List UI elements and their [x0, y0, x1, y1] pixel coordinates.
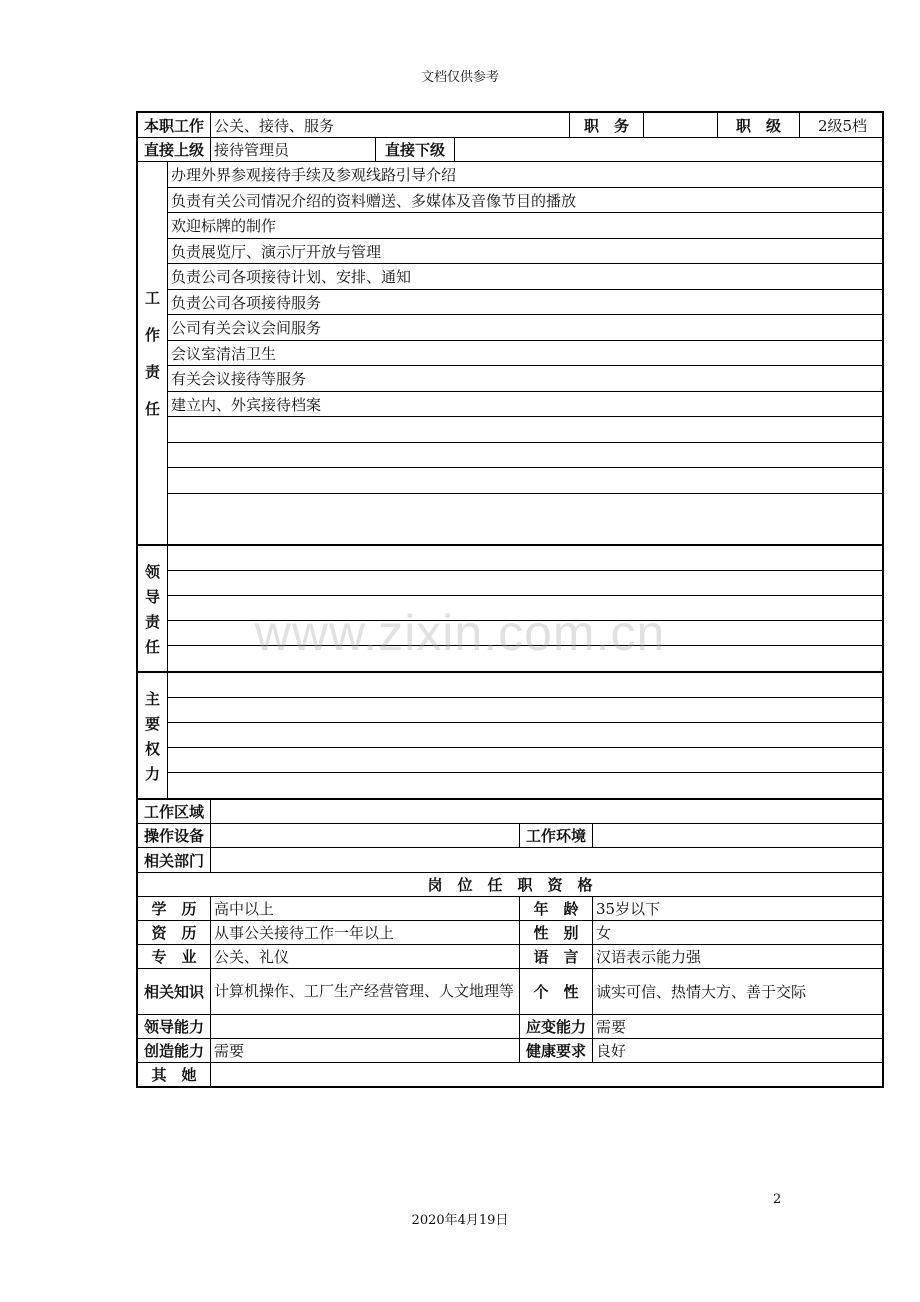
power-item — [168, 773, 882, 798]
powers-label-char: 权 — [144, 739, 160, 758]
qual-label: 专 业 — [138, 945, 211, 968]
row-other — [138, 1063, 882, 1086]
power-item — [168, 673, 882, 698]
leadership-item — [168, 596, 882, 621]
label-other: 其 她 — [138, 1063, 211, 1086]
powers-section — [138, 673, 882, 800]
qual-label: 相关知识 — [138, 969, 211, 1014]
powers-label-char: 主 — [144, 689, 160, 708]
leadership-item — [168, 646, 882, 671]
other-value — [211, 1063, 882, 1086]
power-item — [168, 723, 882, 748]
label-subordinate: 直接下级 — [376, 138, 455, 161]
row-main-work — [138, 113, 882, 138]
qual-value2: 汉语表示能力强 — [596, 948, 702, 966]
position-value — [644, 113, 718, 137]
duty-item: 有关会议接待等服务 — [168, 366, 882, 392]
footer-date: 2020年4月19日 — [411, 1213, 509, 1228]
label-grade: 职 级 — [718, 113, 800, 137]
row-qualifications-title — [138, 873, 882, 897]
duty-item: 公司有关会议会间服务 — [168, 315, 882, 341]
work-environment-value — [593, 824, 882, 847]
label-work-environment: 工作环境 — [520, 824, 593, 847]
page-number: 2 — [773, 1192, 782, 1207]
qualification-row — [138, 945, 882, 969]
powers-label-char: 要 — [144, 714, 160, 733]
duty-item: 负责公司各项接待计划、安排、通知 — [168, 264, 882, 290]
qual-value: 公关、礼仪 — [211, 945, 520, 968]
qual-value — [211, 1015, 520, 1038]
qual-label2: 健康要求 — [520, 1039, 593, 1062]
qual-value: 高中以上 — [211, 897, 520, 920]
qual-label2: 年 龄 — [520, 897, 593, 920]
grade-value: 2级5档 — [817, 116, 868, 135]
work-area-value — [211, 800, 882, 823]
row-departments — [138, 848, 882, 873]
label-equipment: 操作设备 — [138, 824, 211, 847]
leadership-label-char: 领 — [144, 562, 160, 581]
superior-value: 接待管理员 — [211, 138, 376, 161]
duty-item — [168, 494, 882, 544]
qual-value2: 良好 — [596, 1042, 627, 1060]
departments-value — [211, 848, 882, 872]
duty-item — [168, 443, 882, 468]
qual-label2: 语 言 — [520, 945, 593, 968]
qual-label2: 性 别 — [520, 921, 593, 944]
label-superior: 直接上级 — [138, 138, 211, 161]
leadership-label-char: 任 — [144, 637, 160, 656]
qual-label: 领导能力 — [138, 1015, 211, 1038]
qualification-row — [138, 969, 882, 1015]
qualifications-title: 岗 位 任 职 资 格 — [427, 876, 593, 894]
row-superior — [138, 138, 882, 162]
qual-value2: 35岁以下 — [596, 900, 661, 918]
duty-item — [168, 417, 882, 443]
powers-label — [138, 673, 168, 798]
qual-value: 从事公关接待工作一年以上 — [211, 921, 520, 944]
power-item — [168, 698, 882, 723]
qual-value: 需要 — [211, 1039, 520, 1062]
leadership-item — [168, 621, 882, 646]
watermark: www.zixin.com.cn — [254, 605, 666, 661]
duties-label-char: 任 — [144, 400, 160, 418]
row-work-area — [138, 800, 882, 824]
duties-section — [138, 162, 882, 546]
powers-list — [168, 673, 882, 798]
label-work-area: 工作区域 — [138, 800, 211, 823]
powers-label-char: 力 — [144, 764, 160, 783]
leadership-list — [168, 546, 882, 671]
leadership-label — [138, 546, 168, 671]
duty-item: 负责公司各项接待服务 — [168, 290, 882, 315]
duties-list — [168, 162, 882, 544]
qual-label2: 个 性 — [520, 969, 593, 1014]
qual-label: 学 历 — [138, 897, 211, 920]
qual-label: 创造能力 — [138, 1039, 211, 1062]
power-item — [168, 748, 882, 773]
duties-label-char: 责 — [144, 363, 160, 381]
leadership-item — [168, 546, 882, 571]
qual-value2: 女 — [596, 924, 612, 942]
leadership-label-char: 导 — [144, 587, 160, 606]
header-note: 文档仅供参考 — [420, 70, 499, 85]
qualification-row — [138, 1039, 882, 1063]
duty-item: 会议室清洁卫生 — [168, 341, 882, 366]
qual-value2: 需要 — [596, 1018, 627, 1036]
duties-label — [138, 162, 168, 544]
qual-label: 资 历 — [138, 921, 211, 944]
leadership-section — [138, 546, 882, 673]
qualification-row — [138, 1015, 882, 1039]
row-equipment — [138, 824, 882, 848]
equipment-value — [211, 824, 520, 847]
duties-label-char: 工 — [144, 289, 160, 307]
duty-item: 欢迎标牌的制作 — [168, 213, 882, 239]
duties-label-char: 作 — [144, 326, 160, 344]
qualification-row — [138, 921, 882, 945]
label-main-work: 本职工作 — [138, 113, 211, 137]
duty-item: 建立内、外宾接待档案 — [168, 392, 882, 417]
qual-value2: 诚实可信、热情大方、善于交际 — [596, 983, 807, 1001]
job-description-form — [136, 111, 884, 1088]
leadership-label-char: 责 — [144, 612, 160, 631]
duty-item — [168, 468, 882, 494]
duty-item: 负责展览厅、演示厅开放与管理 — [168, 239, 882, 264]
duty-item: 负责有关公司情况介绍的资料赠送、多媒体及音像节目的播放 — [168, 188, 882, 213]
main-work-value: 公关、接待、服务 — [211, 113, 570, 137]
qualification-row — [138, 897, 882, 921]
subordinate-value — [455, 138, 882, 161]
label-departments: 相关部门 — [138, 848, 211, 872]
leadership-item — [168, 571, 882, 596]
duty-item: 办理外界参观接待手续及参观线路引导介绍 — [168, 162, 882, 188]
label-position: 职 务 — [570, 113, 644, 137]
qual-value: 计算机操作、工厂生产经营管理、人文地理等 — [211, 969, 520, 1014]
qual-label2: 应变能力 — [520, 1015, 593, 1038]
